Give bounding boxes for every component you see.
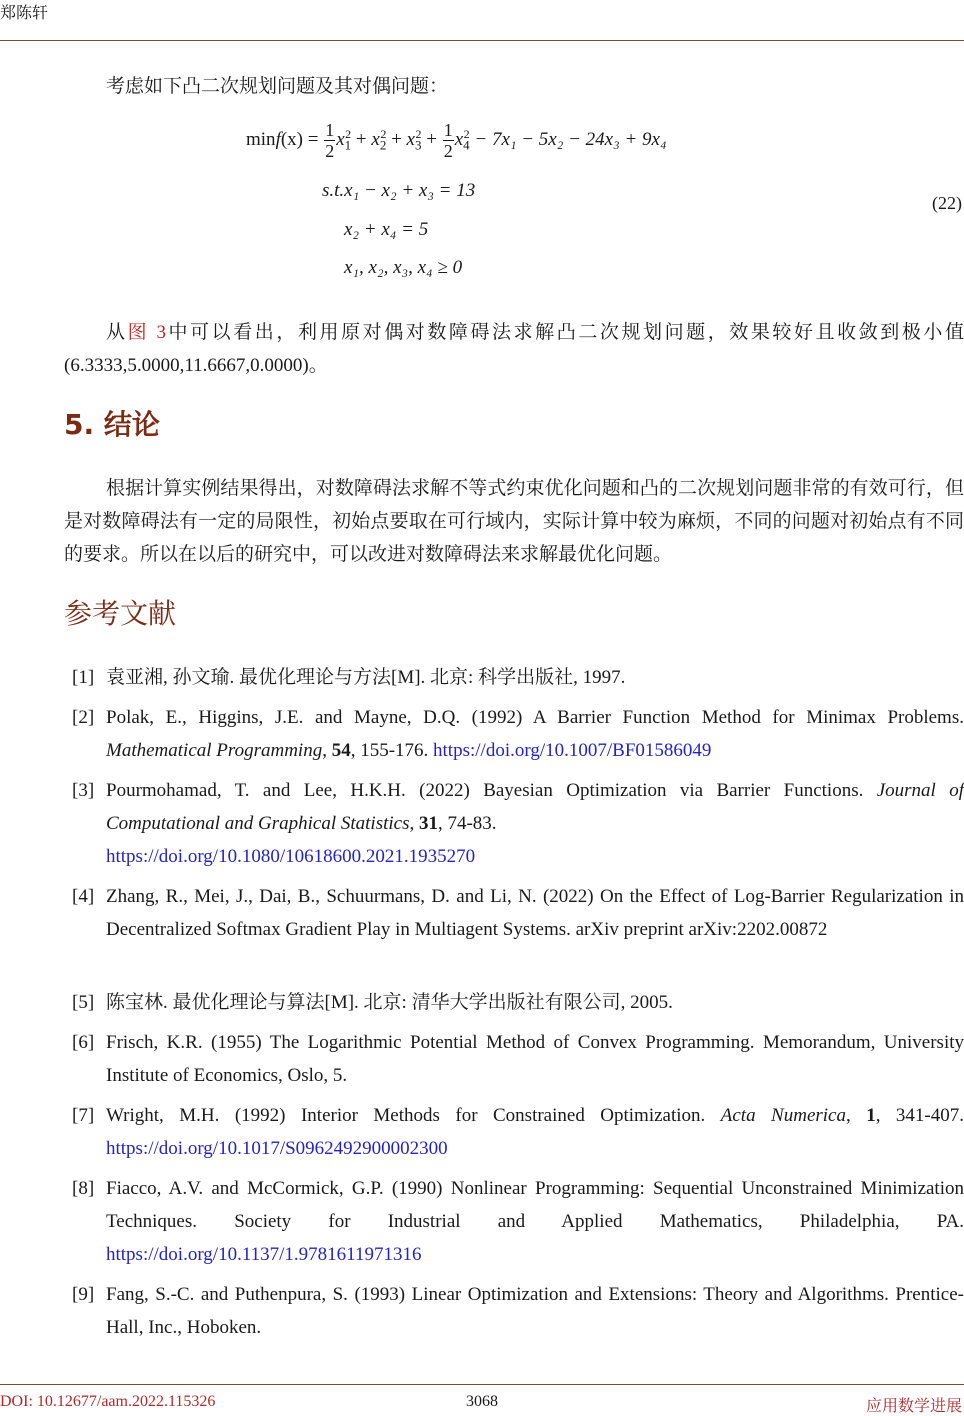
intro-paragraph: 考虑如下凸二次规划问题及其对偶问题：	[106, 76, 449, 97]
doi-link[interactable]: https://doi.org/10.1017/S0962492900002300	[106, 1138, 448, 1159]
reference-item: [8] Fiacco, A.V. and McCormick, G.P. (1990) Nonlinear Programming: Sequential Unconstrained Minimization Techniques. Society for Industrial and Applied Mathematics, Philadelphia, PA. https://doi.org/10.1137/1.9781611971316	[72, 1178, 964, 1265]
reference-item: [2] Polak, E., Higgins, J.E. and Mayne, D.Q. (1992) A Barrier Function Method for Minimax Problems. Mathematical Programming, 54, 155-176. https://doi.org/10.1007/BF01586049	[72, 707, 964, 761]
doi-link[interactable]: https://doi.org/10.1137/1.9781611971316	[106, 1244, 422, 1265]
header-divider	[0, 40, 964, 41]
journal-name[interactable]: 应用数学进展	[865, 1398, 962, 1415]
references-heading: 参考文献	[64, 597, 177, 630]
objective-args: (x) =	[280, 128, 319, 150]
section-5-heading: 5. 结论	[64, 408, 160, 441]
reference-item: [4] Zhang, R., Mei, J., Dai, B., Schuurmans, D. and Li, N. (2022) On the Effect of Log-Barrier Regularization in Decentralized Softmax Gradient Play in Multiagent Systems. arXiv preprint arXiv:2202.00872	[72, 886, 964, 940]
reference-item: [9] Fang, S.-C. and Puthenpura, S. (1993) Linear Optimization and Extensions: Theory and Algorithms. Prentice-Hall, Inc., Hoboken.	[72, 1284, 964, 1338]
footer-divider	[0, 1384, 964, 1385]
objective-function: f	[275, 128, 281, 150]
objective-linear-terms: − 7x₁ − 5x₂ − 24x₃ + 9x₄	[469, 128, 667, 150]
equation-line-constraint-2: x₂ + x₄ = 5	[344, 219, 429, 240]
footer-doi[interactable]: DOI: 10.12677/aam.2022.115326	[0, 1393, 216, 1410]
equation-line-objective: minf(x) = $\frac{1}{2}$ $x_1^2 + x_2^2 + x_3^2$ + $\frac{1}{2}$ $x_4^2 - 7x_1 - 5x_2 - 24x_3 + 9x_4$	[246, 120, 667, 161]
conclusion-paragraph: 根据计算实例结果得出，对数障碍法求解不等式约束优化问题和凸的二次规划问题非常的有效可行，但是对数障碍法有一定的局限性，初始点要取在可行域内，实际计算中较为麻烦，不同的问题对初始点有不同的要求。所以在以后的研究中，可以改进对数障碍法来求解最优化问题。	[64, 478, 964, 565]
equation-line-constraint-3: x₁, x₂, x₃, x₄ ≥ 0	[344, 257, 463, 278]
doi-link[interactable]: https://doi.org/10.1080/10618600.2021.1935270	[106, 846, 476, 867]
equation-number: (22)	[932, 193, 962, 213]
header-author: 郑陈轩	[0, 5, 49, 22]
fraction-half-2: $\frac{1}{2}$	[443, 120, 453, 161]
reference-item: [1] 袁亚湘, 孙文瑜. 最优化理论与方法[M]. 北京: 科学出版社, 1997.	[72, 667, 626, 688]
equation-line-constraint-1: s.t.x₁ − x₂ + x₃ = 13	[322, 180, 476, 201]
reference-item: [3] Pourmohamad, T. and Lee, H.K.H. (2022) Bayesian Optimization via Barrier Functions. Journal of Computational and Graphical Statistics, 31, 74-83. https://doi.org/10.1080/10618600.2021.1935270	[72, 780, 964, 867]
reference-item: [6] Frisch, K.R. (1955) The Logarithmic Potential Method of Convex Programming. Memorandum, University Institute of Economics, Oslo, 5.	[72, 1032, 964, 1086]
doi-link[interactable]: https://doi.org/10.1007/BF01586049	[433, 740, 712, 761]
reference-item: [7] Wright, M.H. (1992) Interior Methods for Constrained Optimization. Acta Numerica, 1, 341-407. https://doi.org/10.1017/S0962492900002300	[72, 1105, 964, 1159]
reference-item: [5] 陈宝林. 最优化理论与算法[M]. 北京: 清华大学出版社有限公司, 2005.	[72, 992, 673, 1013]
result-paragraph: 从图 3中可以看出，利用原对偶对数障碍法求解凸二次规划问题，效果较好且收敛到极小值(6.3333,5.0000,11.6667,0.0000)。	[64, 322, 964, 376]
min-operator: min	[246, 128, 276, 150]
figure-3-link[interactable]: 图 3	[127, 322, 166, 343]
page-number: 3068	[466, 1393, 498, 1410]
fraction-half-1: $\frac{1}{2}$	[325, 120, 335, 161]
